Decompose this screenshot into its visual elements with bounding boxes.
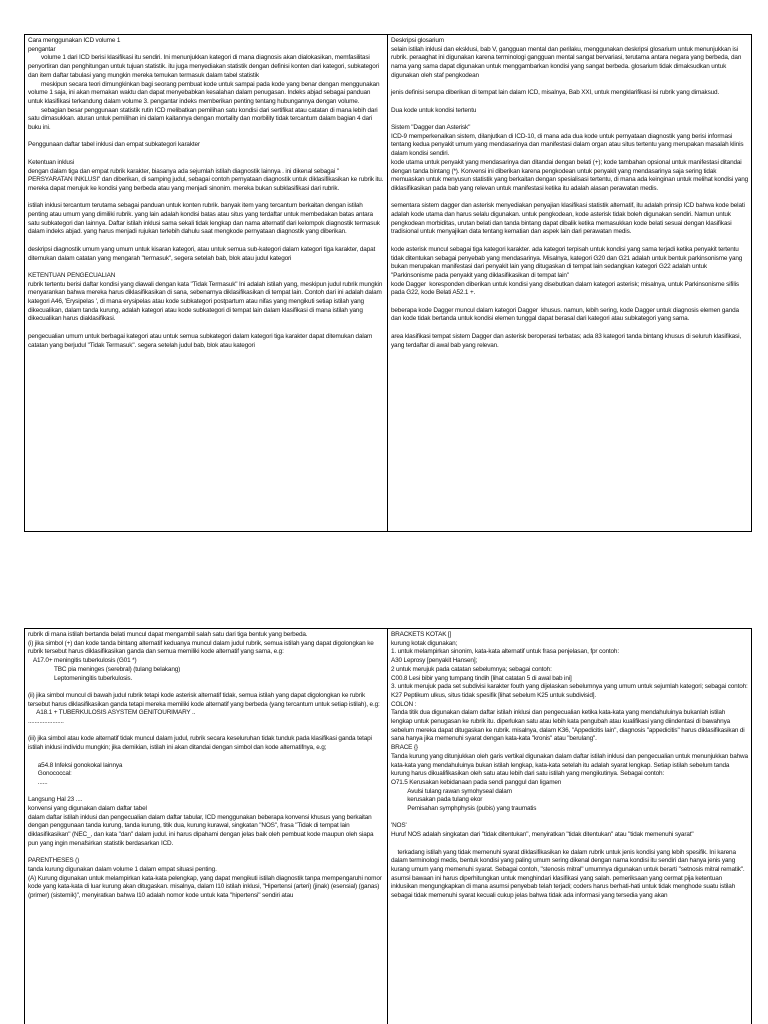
paragraph: kode utama untuk penyakit yang mendasarinya dan ditandai dengan belati (+); kode tambahan opsional untuk manifestasi ditandai dengan tanda bintang (*). Konvensi ini diberikan karena pengkodean untuk penyakit yang mendasarinya saja sering tidak memuaskan untuk menyusun statistik yang berkaitan dengan spesialisasi tertentu, di mana ada keinginan untuk melihat kondisi yang diklasifikasikan pada bab yang relevan untuk manifestasi ketika itu adalah alasan perawatan medis. <box>391 158 750 192</box>
paragraph: COLON : <box>391 700 417 708</box>
paragraph: area klasifikasi tempat sistem Dagger dan asterisk beroperasi terbatas; ada 83 kategori tanda bintang khusus di seluruh klasifikasi, yang terdaftar di awal bab yang relevan. <box>391 332 743 349</box>
paragraph: Cara menggunakan ICD volume 1 <box>28 37 121 44</box>
paragraph: K27 Peptikum ulkus, situs tidak spesifik [lihat sebelum K25 untuk subdivisid]. <box>391 691 596 699</box>
paragraph-gap <box>391 298 748 307</box>
paragraph: pengantar <box>28 45 56 53</box>
paragraph-gap <box>391 840 748 849</box>
paragraph: a54.8 Infeksi gonokokal lainnya <box>28 761 123 769</box>
paragraph: ...................... <box>28 718 64 726</box>
paragraph: sebagian besar penggunaan statistik rutin ICD melibatkan pemilihan satu kondisi dari sertifikat atau catatan di mana lebih dari satu dimasukkan. aturan untuk pemilihan ini dalam kaitannya dengan mortality dan morbility tidak tercantum dalam bagian 4 dari buku ini. <box>28 106 380 132</box>
paragraph: kurung kotak digunakan; <box>391 639 458 647</box>
paragraph: O71.5 Kerusakan kebidanaan pada sendi panggul dan ligamen <box>391 778 562 786</box>
paragraph: A30 Leprosy [penyakit Hansen]; <box>391 657 478 665</box>
paragraph: Huruf NOS adalah singkatan dari "tidak ditentukan", menyiratkan "tidak ditentukan" atau "tidak memenuhi syarat" <box>391 831 694 839</box>
paragraph: A17.0+ meningitis tuberkulosis (G01 *) <box>28 657 137 665</box>
paragraph: BRACE {} <box>391 744 418 752</box>
paragraph-gap <box>28 150 384 159</box>
paragraph-gap <box>28 133 384 142</box>
paragraph: Langsung Hal 23 .... <box>28 796 83 804</box>
paragraph: 'NOS' <box>391 822 407 830</box>
paragraph-gap <box>28 849 384 858</box>
paragraph: C00.8 Lesi bibir yang tumpang tindih [lihat catatan 5 di awal bab ini] <box>391 674 572 682</box>
page-bottom-table <box>24 628 752 1024</box>
paragraph: Tanda kurung yang ditunjukkan oleh garis vertikal digunakan dalam daftar istilah inklusi dan pengecualian untuk menunjukkan bahwa kata-kata yang mendahuluinya bukan istilah lengkap, kata-kata setelah itu adalah syarat lengkap. Setiap istilah sebelum tanda kurung harus dikualifikasikan oleh satu atau lebih dari satu istilah yang mengikutinya. Sebagai contoh: <box>391 752 750 778</box>
page-top-table <box>24 34 752 532</box>
paragraph-gap <box>391 115 748 124</box>
paragraph: Gonococcal: <box>28 770 72 778</box>
top-right-column <box>388 35 751 531</box>
paragraph: Dua kode untuk kondisi tertentu <box>391 106 477 114</box>
paragraph: 3. untuk merujuk pada set subdivisi karakter fouth yang dijelaskan sebelumnya yang umum untuk sejumlah kategori; sebagai contoh: <box>391 683 748 691</box>
paragraph: ...... <box>28 778 48 786</box>
paragraph: rubrik di mana istilah bertanda belati muncul dapat mengambil salah satu dari tiga bentuk yang berbeda. <box>28 631 308 638</box>
paragraph-gap <box>28 727 384 736</box>
paragraph: sementara sistem dagger dan asterisk menyediakan penyajian klasifikasi statistik alternatif, itu adalah prinsip ICD bahwa kode belati adalah kode utama dan harus selalu digunakan. untuk pengkodean, kode asterisk tidak boleh digunakan sendiri. Namun untuk pengkodean morbiditas, urutan belati dan tanda bintang dapat dibalik ketika memasukkan kode belati sesuai dengan klasifikasi tradisional untuk menyajikan data tentang kematian dan aspek lain dari perawatan medis. <box>391 202 747 236</box>
paragraph: deskripsi diagnostik umum yang umum untuk kisaran kategori, atau untuk semua sub-kategori dalam kategori tiga karakter, dapat ditemukan dalam catatan yang mengarah "termasuk", segera setelah bab, blok atau judul kategori <box>28 245 377 262</box>
bottom-left-column <box>25 629 388 1024</box>
paragraph-gap <box>28 194 384 203</box>
paragraph-gap <box>28 237 384 246</box>
paragraph: (i) jika simbol (+) dan kode tanda bintang alternatif keduanya muncul dalam judul rubrik, semua istilah yang dapat digolongkan ke rubrik tersebut harus diklasifikasikan ganda dan semua memiliki kode alternatif yang sama, e.g: <box>28 639 376 656</box>
paragraph: BRACKETS KOTAK [] <box>391 631 452 638</box>
paragraph: Tanda titik dua digunakan dalam daftar istilah inklusi dan pengecualian ketika kata-kata yang mendahuluinya bukanlah istilah lengkap untuk penugasan ke rubrik itu. diperlukan satu atau lebih kata pengubah atau kualifikasi yang diindentasi di bawahnya sebelum mereka dapat ditugaskan ke rubrik. misalnya, dalam K36, "Appedicitis lain", diagnosis "appedicitis" harus diklasifikasikan di sana hanya jika memenuhi syarat dengan kata-kata "kronis" atau "berulang". <box>391 709 747 743</box>
paragraph: KETENTUAN PENGECUALIAN <box>28 271 116 279</box>
paragraph-gap <box>391 98 748 107</box>
paragraph-gap <box>28 753 384 762</box>
paragraph: terkadang istilah yang tidak memenuhi syarat diklasifikasikan ke dalam rubrik untuk jenis kondisi yang lebih spesifik. Ini karena dalam terminologi medis, bentuk kondisi yang paling umum sering dikenal dengan nama kondisi itu sendiri dan hanya jenis yang kurang umum yang memenuhi syarat. Sebagai contoh, "stenosis mitral" umumnya digunakan untuk berarti "setnosis mitral rematik". asumsi bawaan ini harus diperhitungkan untuk menghindari klasifikasi yang salah. pemeriksaan yang cermat pija ketentuan inklusikan mengungkapkan di mana asumsi penyebab telah terjadi; coders harus berhati-hati untuk tidak menghode suatu istilah sebagai tidak memenuhi syarat kecuali cukup jelas bahwa tidak ada informasi yang tersedia yang akan <box>391 848 747 900</box>
paragraph: Deskripsi glosarium <box>391 37 444 44</box>
paragraph: rubrik tertentu berisi daftar kondisi yang diawali dengan kata "Tidak Termasuk" Ini adalah istilah yang, meskipun judul rubrik mungkin menyarankan bahwa mereka harus diklasifikasikan di sana, sebenarnya diklasifikasikan di tempat lain. Contoh dari ini adalah dalam kategori A46, 'Erysipelas ', di mana erysipelas atau kode subkategori postpartum atau nifas yang mengikuti setiap istilah yang dikecualikan, dalam tanda kurung, adalah kategori atau kode subkategori di tempat lain dalam klasifikasi di mana istilah yang dikecualikan harus diaklasifikasi. <box>28 280 384 323</box>
paragraph: beberapa kode Dagger muncul dalam kategori Dagger khusus. namun, lebih sering, kode Dagger untuk diagnosis elemen ganda dan kode tidak bertanda untuk kondisi elemen tunggal dapat berasal dari kategori atau subkategori yang sama. <box>391 306 741 323</box>
paragraph: istilah inklusi tercantum terutama sebagai panduan untuk konten rubrik. banyak item yang tercantum berkaitan dengan istilah penting atau umum yang dimiliki rubrik. yang lain adalah kondisi batas atau situs yang terdaftar untuk membedakan batas antara satu subkategori dan lainnya. Daftar istilah inklusi sama sekali tidak lengkap dan nama alternatif dari kelompok diagnostik termasuk dalam indeks abjad. yang harus menjadi rujukan terlebih dahulu saat mengkode pernyataan diagnostik yang diberikan. <box>28 202 382 236</box>
paragraph: Sistem "Dagger dan Asterisk" <box>391 123 471 131</box>
paragraph-gap <box>391 237 748 246</box>
top-left-column <box>25 35 388 531</box>
paragraph-gap <box>391 194 748 203</box>
paragraph: ICD-9 memperkenalkan sistem, dilanjutkan di ICD-10, di mana ada dua kode untuk pernyataan diagnostik yang berisi informasi tentang kedua penyakit umum yang mendasarinya dan manifestasi dalam organ atau situs tertentu yang merupakan masalah klinis dalam kondisi sendiri. <box>391 132 746 158</box>
paragraph: dengan dalam tiga dan empat rubrik karakter, biasanya ada sejumlah istilah diagnostik lainnya . ini dikenal sebagai " PERSYARATAN INKLUSI" dan diberikan, di samping judul, sebagai contoh pernyataan diagnostik untuk diklasifikasikan ke rubrik itu. mereka dapat merujuk ke kondisi yang berbeda atau yang menjadi sinonim. mereka bukan subklasifikasi dari rubrik. <box>28 167 385 192</box>
paragraph-gap <box>28 263 384 272</box>
paragraph: (ii) jika simbol muncul di bawah judul rubrik tetapi kode asterisk alternatif tidak, semua istilah yang dapat digolongkan ke rubrik tersebut harus diklasifikasikan ganda tetapi mereka memiliki kode alternatif yang berbeda (yang tercantum untuk setiap istilah), e.g: <box>28 691 380 708</box>
paragraph: 2 untuk merujuk pada catatan sebelumnya; sebagai contoh: <box>391 665 552 673</box>
paragraph: A18.1 + TUBERKULOSIS ASYSTEM GENITOURIMARY .. <box>28 709 196 717</box>
paragraph: 1. untuk melampirkan sinonim, kata-kata alternatif untuk frasa penjelasan, fpr contoh: <box>391 648 619 656</box>
paragraph-gap <box>28 324 384 333</box>
paragraph-gap <box>28 788 384 797</box>
paragraph-gap <box>28 683 384 692</box>
paragraph: meskipun secara teori dimungkinkan bagi seorang pembuat kode untuk sampai pada kode yang benar dengan menggunakan volume 1 saja, ini akan memakan waktu dan dapat menyebabkan kesalahan dalam penugasan. Indeks abjad sebagai panduan untuk klasifikasi terkandung dalam volume 3. pengantar indeks memberikan penting tentang hubungannya dengan volume. <box>28 80 381 105</box>
paragraph: Penggunaan daftar tabel inklusi dan empat subkategori karakter <box>28 141 200 149</box>
paragraph: Leptomeningitis tuberkulosis. <box>28 674 133 682</box>
bottom-right-column <box>388 629 751 1024</box>
paragraph: (A) Kurung digunakan untuk melampirkan kata-kata pelengkap, yang dapat mengikuti istilah diagnostik tanpa mempengaruhi nomor kode yang kata-kata di luar kurung akan ditugaskan. misalnya, dalam I10 istilah inklusi, "Hipertensi (arteri) (jinak) (esensial) (ganas) (primer) (sistemik)", menyiratkan bahwa I10 adalah nomor kode untuk kata "hipertensi" sendiri atau <box>28 874 384 900</box>
paragraph-gap <box>391 81 748 90</box>
paragraph: konvensi yang digunakan dalam daftar tabel <box>28 805 147 812</box>
paragraph: TBC pia meninges (serebral) (tulang belakang) <box>28 665 181 673</box>
paragraph: Pemisahan symphphysis (pubis) yang traumatis <box>391 805 537 813</box>
paragraph-gap <box>391 814 748 823</box>
paragraph: (iii) jika simbol atau kode alternatif tidak muncul dalam judul, rubrik secara keseluruhan tidak tunduk pada klasifikasi ganda tetapi istilah inklusi individu mungkin; jika demikian, istilah ini akan ditandai dengan simbol dan kode alternatifnya, e.g; <box>28 735 374 752</box>
paragraph: kode Dagger koresponden diberikan untuk kondisi yang disebutkan dalam kategori asterisk; misalnya, untuk Parkinsonisme sifilis pada G22, kode Belati A52.1 +. <box>391 280 741 297</box>
paragraph: tanda kurung digunakan dalam volume 1 dalam empat situasi penting. <box>28 865 217 873</box>
paragraph: PARENTHESES () <box>28 857 80 865</box>
paragraph: jenis definisi serupa diberikan di tempat lain dalam ICD, misalnya, Bab XXI, untuk mengklarifikasi isi rubrik yang dimaksud. <box>391 89 720 97</box>
paragraph: Ketentuan inklusi <box>28 158 75 166</box>
paragraph: kerusakan pada tulang ekor <box>391 796 483 804</box>
paragraph: Avulsi tulang rawan symohyseal dalam <box>391 787 512 795</box>
paragraph: dalam daftar istilah inklusi dan pengecualian dalam daftar tabular, ICD menggunakan beberapa konvensi khusus yang berkaitan dengan penggunaan tanda kurung, tanda kurung, titik dua, kurung kurawal, singkatan "NOS", frasa "Tidak di tempat lain diklasifikasikan" (NEC_, dan kata "dan" dalam judul. ini harus dipahami dengan jelas baik oleh pembuat kode maupun oleh siapa pun yang ingin menafsirkan statistik berdasarkan ICD. <box>28 813 376 847</box>
paragraph: pengecualian umum untuk berbagai kategori atau untuk semua subkategori dalam kategori tiga karakter dapat ditemukan dalam catatan yang berjudul "Tidak Termasuk". segera setelah judul bab, blok atau kategori <box>28 332 374 349</box>
paragraph-gap <box>391 324 748 333</box>
paragraph: volume 1 dari ICD berisi klasifikasi itu sendiri. Ini menunjukkan kategori di mana diagnosis akan dialokasikan, memfasilitasi penyortiran dan penghitungan untuk tujuan statistik. itu juga menyediakan statistik dengan definisi konten dari kategori, subkategori dan item daftar tabulasi yang mungkin mereka temukan termasuk dalam tabel statistik <box>28 54 381 79</box>
paragraph: kode asterisk muncul sebagai tiga kategori karakter. ada kategori terpisah untuk kondisi yang sama terjadi ketika penyakit tertentu tidak ditentukan sebagai penyebab yang mendasarinya. Misalnya, kategori G20 dan G21 adalah untuk bentuk parkinsonisme yang bukan merupakan manifestasi dari penyakit lain yang ditugaskan di tempat lain sedangkan kategori G22 adalah untuk "Parkinsonisme pada penyakit yang diklasifikasikan di tempat lain" <box>391 245 744 279</box>
paragraph: selain istilah inklusi dan eksklusi, bab V, gangguan mental dan perilaku, menggunakan deskripsi glosarium untuk menunjukkan isi rubrik. peraaghat ini digunakan karena terminologi gangguan mental sangat bervariasi, terutama antara negara yang berbeda, dan nama yang sama dapat digunakan untuk menggambarkan kondisi yang sangat berbeda. glosarium tidak dimaksudkan untuk digunakan oleh staf pengkodean <box>391 45 743 79</box>
